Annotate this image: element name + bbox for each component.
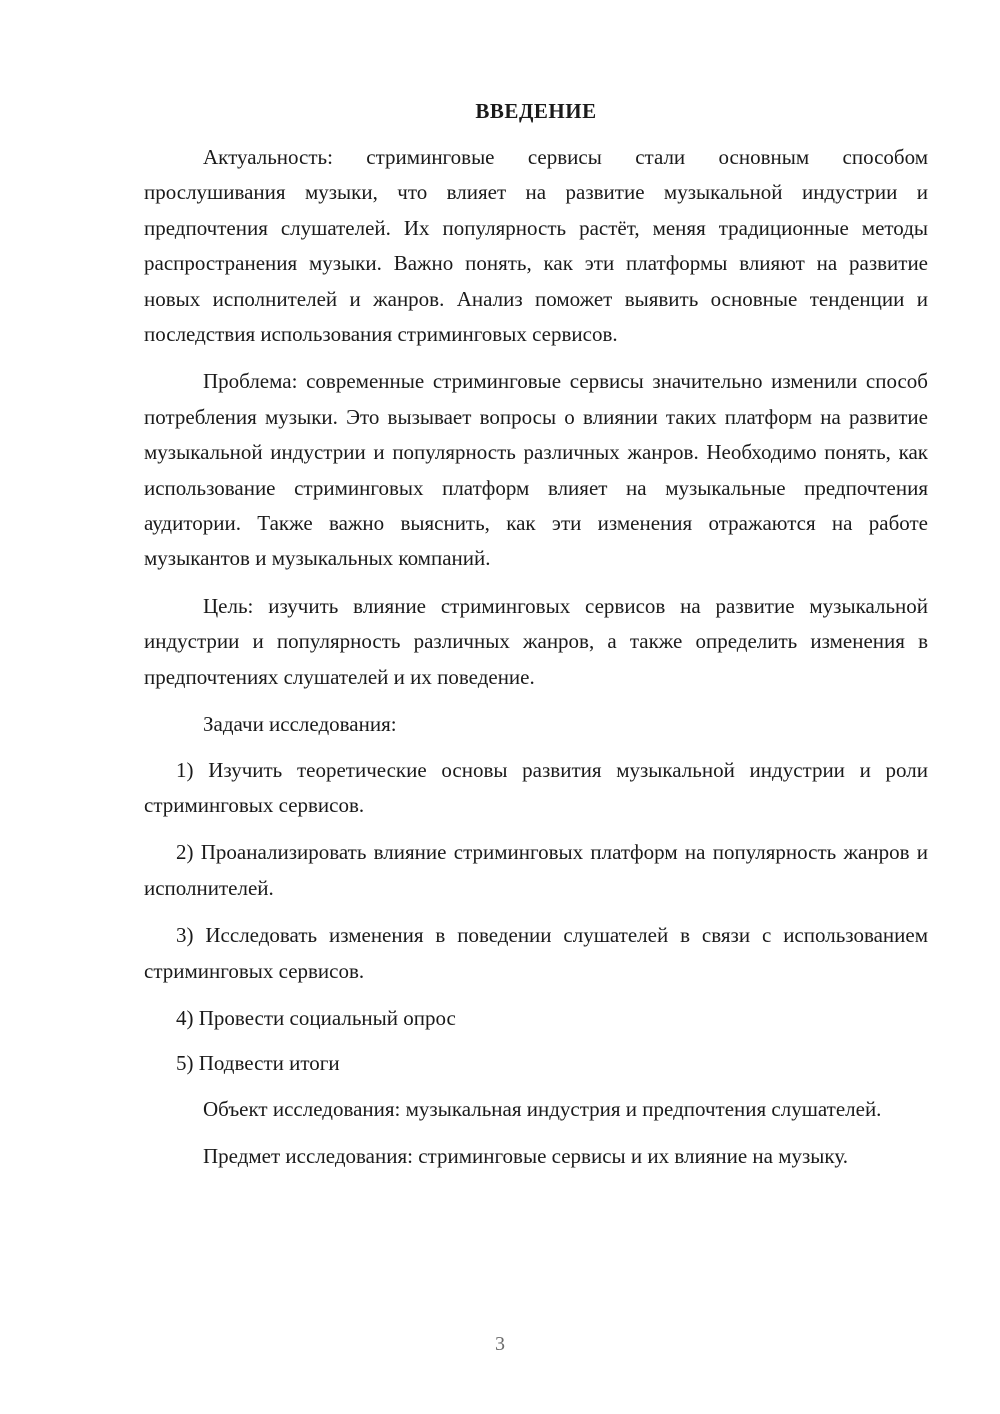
problem-paragraph: Проблема: современные стриминговые сервисы значительно изменили способ потребления музыки. Это вызывает вопросы о влиянии таких платформ на развитие музыкальной индустрии и популярность различных жанров. Необходимо понять, как использование стриминговых платформ влияет на музыкальные предпочтения аудитории. Также важно выяснить, как эти изменения отражаются на работе музыкантов и музыкальных компаний. <box>144 369 928 571</box>
tasks-heading: Задачи исследования: <box>203 712 397 737</box>
task-item-3: 3) Исследовать изменения в поведении слушателей в связи с использованием стриминговых сервисов. <box>144 923 928 983</box>
document-page <box>144 96 928 1187</box>
task-item-2: 2) Проанализировать влияние стриминговых платформ на популярность жанров и исполнителей. <box>144 840 928 900</box>
object-paragraph: Объект исследования: музыкальная индустрия и предпочтения слушателей. <box>203 1096 882 1121</box>
goal-paragraph: Цель: изучить влияние стриминговых сервисов на развитие музыкальной индустрии и популярность различных жанров, а также определить изменения в предпочтениях слушателей и их поведение. <box>144 593 928 689</box>
task-item-1: 1) Изучить теоретические основы развития музыкальной индустрии и роли стриминговых сервисов. <box>144 757 928 817</box>
subject-paragraph: Предмет исследования: стриминговые сервисы и их влияние на музыку. <box>203 1144 848 1169</box>
relevance-paragraph: Актуальность: стриминговые сервисы стали основным способом прослушивания музыки, что влияет на развитие музыкальной индустрии и предпочтения слушателей. Их популярность растёт, меняя традиционные методы распространения музыки. Важно понять, как эти платформы влияют на развитие новых исполнителей и жанров. Анализ поможет выявить основные тенденции и последствия использования стриминговых сервисов. <box>144 145 928 347</box>
task-item-5: 5) Подвести итоги <box>176 1051 340 1076</box>
task-item-4: 4) Провести социальный опрос <box>176 1005 456 1030</box>
page-title: ВВЕДЕНИЕ <box>475 99 597 123</box>
page-number: 3 <box>495 1333 505 1355</box>
